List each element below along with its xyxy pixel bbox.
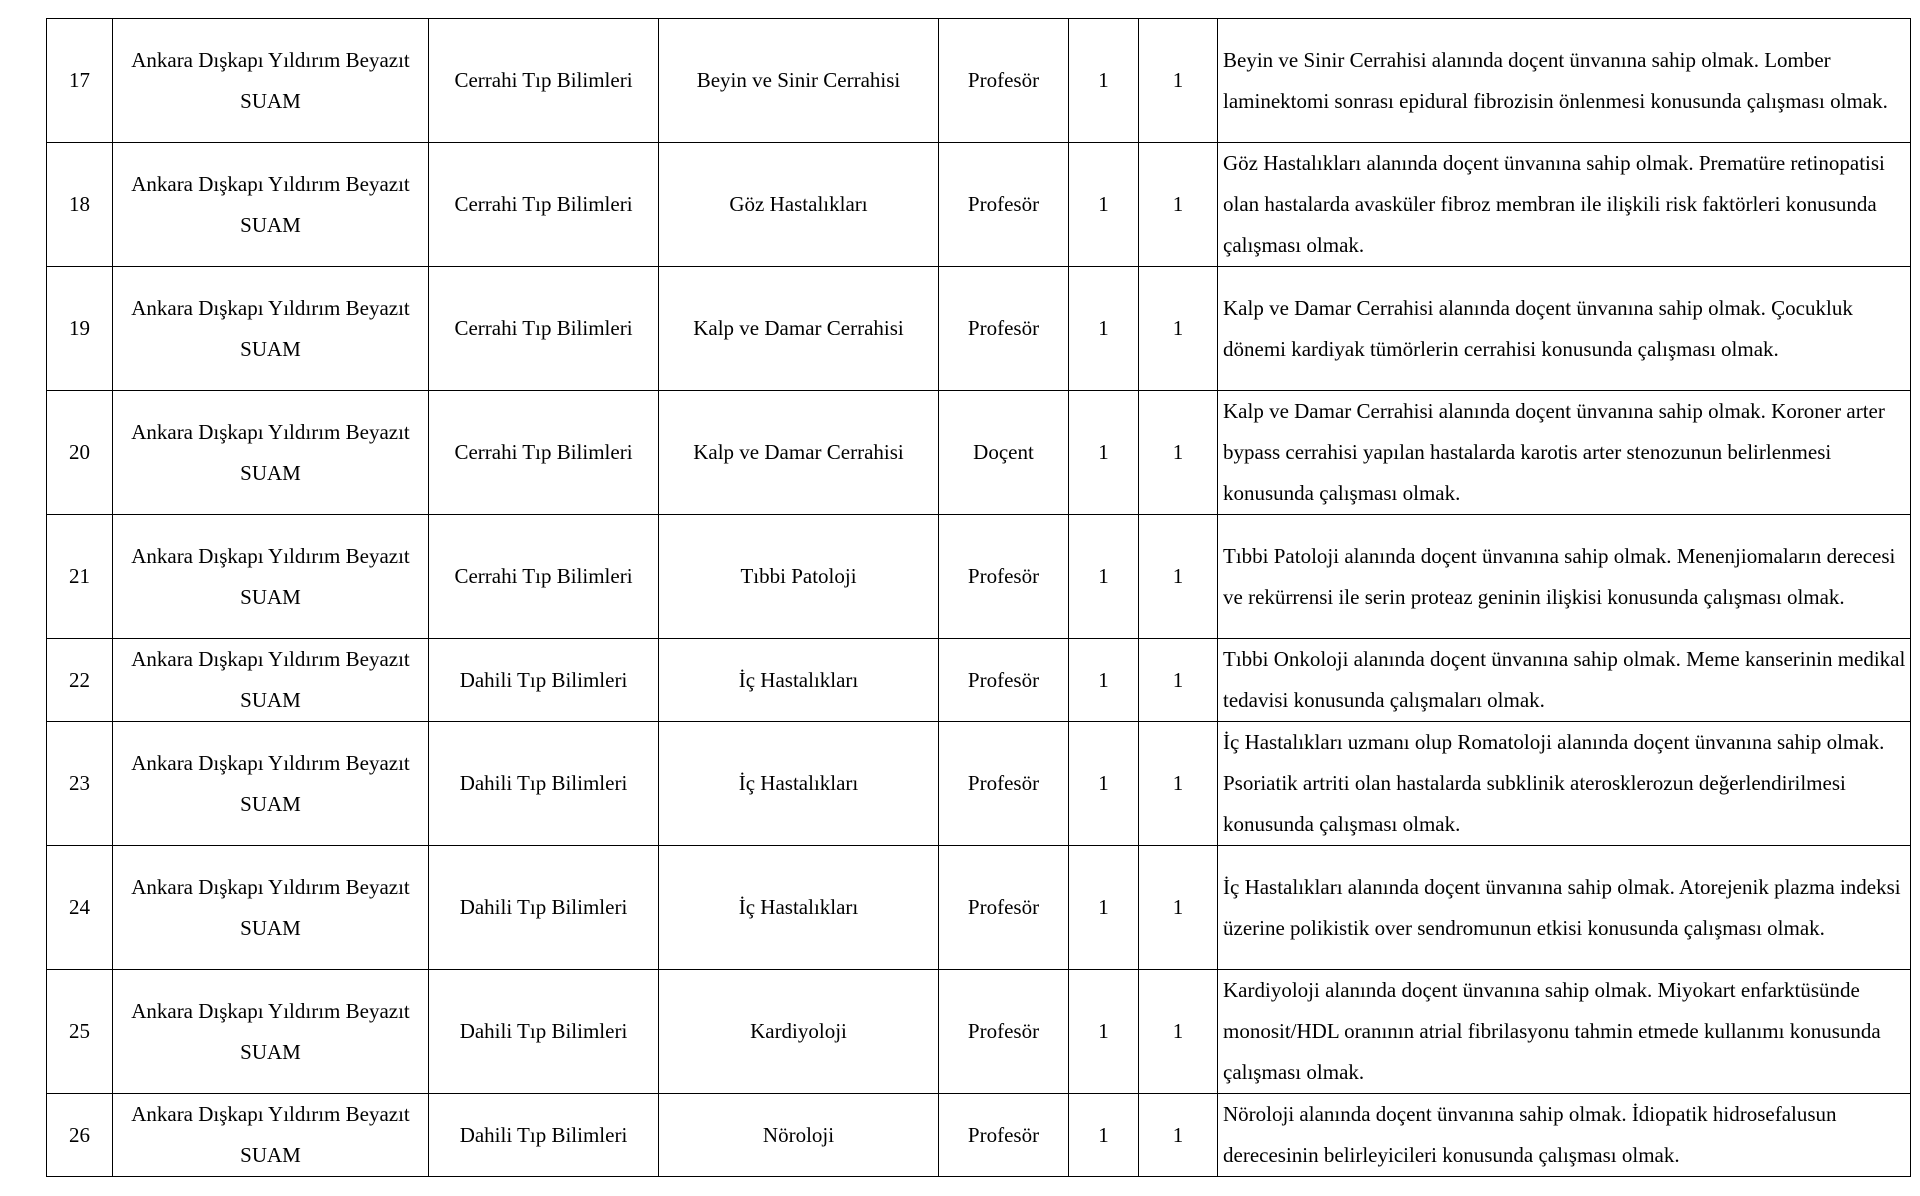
row-number: 21 (47, 515, 113, 639)
specialty-cell: Nöroloji (659, 1094, 939, 1177)
table-row (47, 970, 1911, 1094)
title-cell: Profesör (939, 143, 1069, 267)
count-b-cell: 1 (1139, 19, 1218, 143)
row-number: 23 (47, 722, 113, 846)
hospital-cell: Ankara Dışkapı Yıldırım Beyazıt SUAM (113, 639, 429, 722)
specialty-cell: Göz Hastalıkları (659, 143, 939, 267)
hospital-cell: Ankara Dışkapı Yıldırım Beyazıt SUAM (113, 722, 429, 846)
requirement-cell: Kardiyoloji alanında doçent ünvanına sahip olmak. Miyokart enfarktüsünde monosit/HDL oranının atrial fibrilasyonu tahmin etmede kullanımı konusunda çalışması olmak. (1218, 970, 1911, 1094)
count-b-cell: 1 (1139, 970, 1218, 1094)
count-b-cell: 1 (1139, 846, 1218, 970)
department-cell: Cerrahi Tıp Bilimleri (429, 19, 659, 143)
requirement-cell: Kalp ve Damar Cerrahisi alanında doçent ünvanına sahip olmak. Çocukluk dönemi kardiyak tümörlerin cerrahisi konusunda çalışması olmak. (1218, 267, 1911, 391)
hospital-cell: Ankara Dışkapı Yıldırım Beyazıt SUAM (113, 970, 429, 1094)
department-cell: Dahili Tıp Bilimleri (429, 846, 659, 970)
count-b-cell: 1 (1139, 391, 1218, 515)
department-cell: Cerrahi Tıp Bilimleri (429, 267, 659, 391)
hospital-cell: Ankara Dışkapı Yıldırım Beyazıt SUAM (113, 267, 429, 391)
requirement-cell: Göz Hastalıkları alanında doçent ünvanına sahip olmak. Prematüre retinopatisi olan hastalarda avasküler fibroz membran ile ilişkili risk faktörleri konusunda çalışması olmak. (1218, 143, 1911, 267)
positions-table-body (47, 19, 1911, 1177)
department-cell: Cerrahi Tıp Bilimleri (429, 391, 659, 515)
specialty-cell: Tıbbi Patoloji (659, 515, 939, 639)
count-a-cell: 1 (1069, 722, 1139, 846)
requirement-cell: Kalp ve Damar Cerrahisi alanında doçent ünvanına sahip olmak. Koroner arter bypass cerrahisi yapılan hastalarda karotis arter stenozunun belirlenmesi konusunda çalışması olmak. (1218, 391, 1911, 515)
specialty-cell: Beyin ve Sinir Cerrahisi (659, 19, 939, 143)
count-a-cell: 1 (1069, 846, 1139, 970)
requirement-cell: Nöroloji alanında doçent ünvanına sahip olmak. İdiopatik hidrosefalusun derecesinin belirleyicileri konusunda çalışması olmak. (1218, 1094, 1911, 1177)
requirement-cell: İç Hastalıkları alanında doçent ünvanına sahip olmak. Atorejenik plazma indeksi üzerine polikistik over sendromunun etkisi konusunda çalışması olmak. (1218, 846, 1911, 970)
count-b-cell: 1 (1139, 515, 1218, 639)
department-cell: Dahili Tıp Bilimleri (429, 722, 659, 846)
count-a-cell: 1 (1069, 391, 1139, 515)
table-row (47, 722, 1911, 846)
row-number: 18 (47, 143, 113, 267)
count-a-cell: 1 (1069, 515, 1139, 639)
department-cell: Dahili Tıp Bilimleri (429, 1094, 659, 1177)
table-row (47, 143, 1911, 267)
title-cell: Profesör (939, 722, 1069, 846)
specialty-cell: Kalp ve Damar Cerrahisi (659, 267, 939, 391)
specialty-cell: İç Hastalıkları (659, 846, 939, 970)
department-cell: Dahili Tıp Bilimleri (429, 639, 659, 722)
count-b-cell: 1 (1139, 1094, 1218, 1177)
department-cell: Dahili Tıp Bilimleri (429, 970, 659, 1094)
title-cell: Profesör (939, 970, 1069, 1094)
row-number: 24 (47, 846, 113, 970)
table-row (47, 391, 1911, 515)
row-number: 26 (47, 1094, 113, 1177)
count-a-cell: 1 (1069, 19, 1139, 143)
hospital-cell: Ankara Dışkapı Yıldırım Beyazıt SUAM (113, 515, 429, 639)
positions-table (46, 18, 1911, 1177)
count-b-cell: 1 (1139, 143, 1218, 267)
count-a-cell: 1 (1069, 143, 1139, 267)
specialty-cell: Kardiyoloji (659, 970, 939, 1094)
title-cell: Profesör (939, 846, 1069, 970)
table-row (47, 846, 1911, 970)
row-number: 20 (47, 391, 113, 515)
count-a-cell: 1 (1069, 1094, 1139, 1177)
row-number: 22 (47, 639, 113, 722)
title-cell: Profesör (939, 1094, 1069, 1177)
row-number: 17 (47, 19, 113, 143)
table-row (47, 19, 1911, 143)
row-number: 25 (47, 970, 113, 1094)
specialty-cell: Kalp ve Damar Cerrahisi (659, 391, 939, 515)
title-cell: Profesör (939, 515, 1069, 639)
hospital-cell: Ankara Dışkapı Yıldırım Beyazıt SUAM (113, 19, 429, 143)
count-a-cell: 1 (1069, 639, 1139, 722)
title-cell: Profesör (939, 19, 1069, 143)
hospital-cell: Ankara Dışkapı Yıldırım Beyazıt SUAM (113, 1094, 429, 1177)
table-row (47, 267, 1911, 391)
requirement-cell: Tıbbi Patoloji alanında doçent ünvanına sahip olmak. Menenjiomaların derecesi ve rekürrensi ile serin proteaz geninin ilişkisi konusunda çalışması olmak. (1218, 515, 1911, 639)
department-cell: Cerrahi Tıp Bilimleri (429, 515, 659, 639)
hospital-cell: Ankara Dışkapı Yıldırım Beyazıt SUAM (113, 143, 429, 267)
requirement-cell: Tıbbi Onkoloji alanında doçent ünvanına sahip olmak. Meme kanserinin medikal tedavisi konusunda çalışmaları olmak. (1218, 639, 1911, 722)
specialty-cell: İç Hastalıkları (659, 722, 939, 846)
hospital-cell: Ankara Dışkapı Yıldırım Beyazıt SUAM (113, 846, 429, 970)
requirement-cell: Beyin ve Sinir Cerrahisi alanında doçent ünvanına sahip olmak. Lomber laminektomi sonrası epidural fibrozisin önlenmesi konusunda çalışması olmak. (1218, 19, 1911, 143)
count-a-cell: 1 (1069, 970, 1139, 1094)
hospital-cell: Ankara Dışkapı Yıldırım Beyazıt SUAM (113, 391, 429, 515)
requirement-cell: İç Hastalıkları uzmanı olup Romatoloji alanında doçent ünvanına sahip olmak. Psoriatik artriti olan hastalarda subklinik aterosklerozun değerlendirilmesi konusunda çalışması olmak. (1218, 722, 1911, 846)
count-b-cell: 1 (1139, 267, 1218, 391)
row-number: 19 (47, 267, 113, 391)
count-b-cell: 1 (1139, 722, 1218, 846)
table-row (47, 1094, 1911, 1177)
title-cell: Profesör (939, 267, 1069, 391)
table-row (47, 639, 1911, 722)
specialty-cell: İç Hastalıkları (659, 639, 939, 722)
table-row (47, 515, 1911, 639)
department-cell: Cerrahi Tıp Bilimleri (429, 143, 659, 267)
title-cell: Doçent (939, 391, 1069, 515)
count-a-cell: 1 (1069, 267, 1139, 391)
count-b-cell: 1 (1139, 639, 1218, 722)
title-cell: Profesör (939, 639, 1069, 722)
